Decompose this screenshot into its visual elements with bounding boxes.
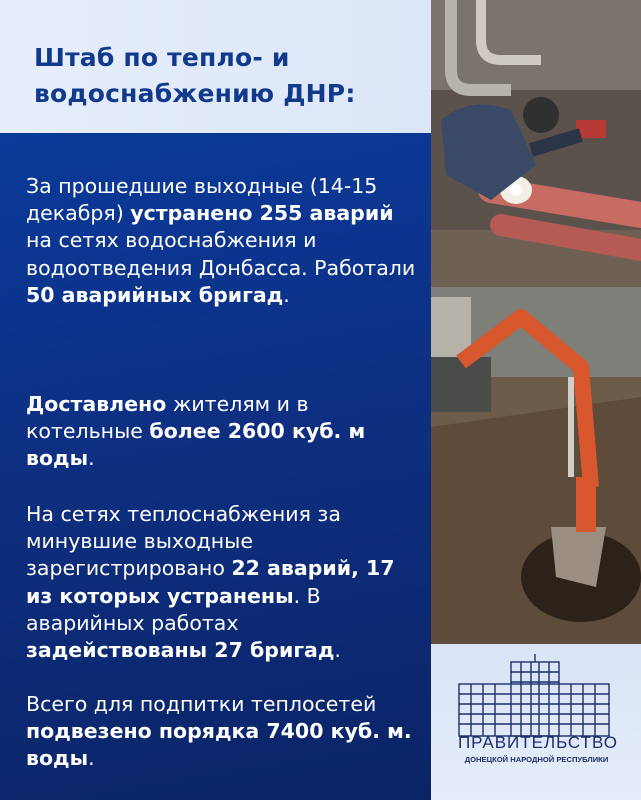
photo-column — [431, 0, 641, 800]
welding-scene — [431, 0, 641, 287]
highlight: более 2600 куб. м воды — [26, 419, 366, 471]
paragraph-water-accidents — [26, 173, 421, 309]
text: . В аварийных работах — [26, 583, 321, 635]
highlight: задействованы 27 бригад — [26, 638, 335, 663]
paragraph-heat-accidents — [26, 501, 421, 664]
government-name-title: ПРАВИТЕЛЬСТВО — [457, 733, 619, 752]
text: Всего для подпитки теплосетей — [26, 692, 377, 716]
text: . — [88, 746, 95, 771]
page-title — [34, 40, 424, 112]
highlight: подвезено порядка 7400 куб. м. воды — [26, 719, 412, 771]
header-banner — [0, 0, 431, 133]
highlight: 50 аварийных бригад — [26, 282, 284, 307]
highlight: Доставлено — [26, 392, 167, 416]
text: . — [334, 638, 341, 663]
highlight: устранено 255 аварий — [130, 201, 394, 226]
excavator-scene — [431, 287, 641, 644]
text: За прошедшие выходные (14-15 декабря) — [26, 174, 378, 226]
text: . — [283, 282, 290, 307]
title-line-1: Штаб по тепло- и — [34, 43, 290, 72]
paragraph-water-delivered — [26, 391, 421, 473]
government-logo — [431, 644, 641, 800]
government-name-subtitle: ДОНЕЦКОЙ НАРОДНОЙ РЕСПУБЛИКИ — [464, 755, 609, 764]
text: жителям и в котельные — [26, 392, 309, 444]
excavator-trench-photo — [431, 287, 641, 644]
text: На сетях теплоснабжения за минувшие выходные зарегистрировано — [26, 502, 341, 581]
text: на сетях водоснабжения и водоотведения Донбасса. Работали — [26, 228, 416, 280]
title-line-2: водоснабжению ДНР: — [34, 79, 356, 108]
highlight: 22 аварий, 17 из которых устранены — [26, 556, 395, 608]
text-panel — [0, 133, 431, 800]
text: . — [88, 446, 95, 471]
paragraph-heat-water-delivered — [26, 691, 421, 773]
government-building-icon — [431, 654, 641, 739]
welding-pipes-photo — [431, 0, 641, 287]
